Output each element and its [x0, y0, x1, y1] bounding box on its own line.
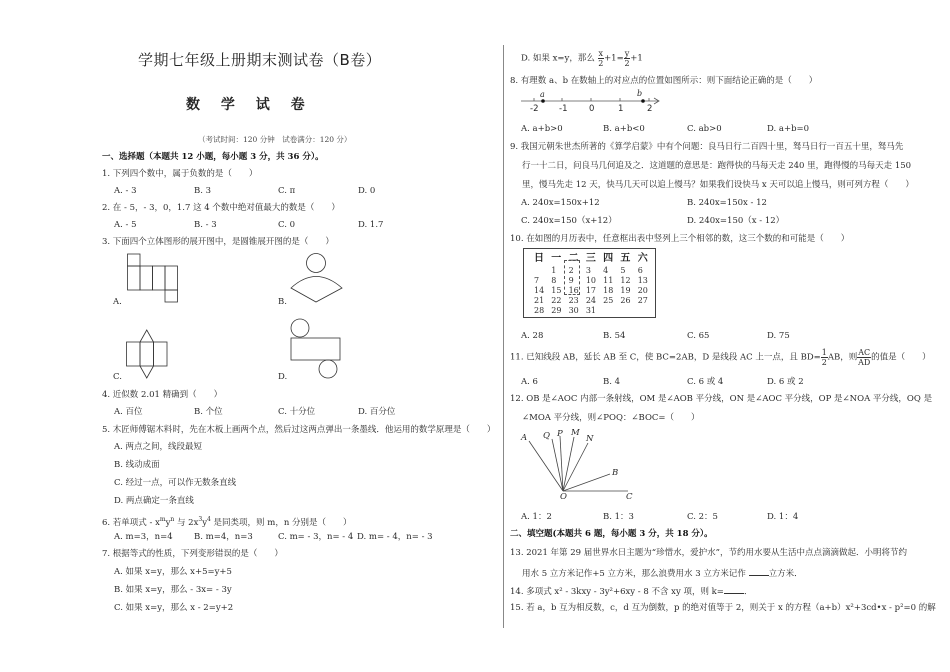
subject-title: 数 学 试 卷 — [186, 97, 313, 113]
q9-option-a: A. 240x=150x+12 — [521, 198, 600, 208]
q3-option-b: B. — [278, 297, 287, 307]
tick-0: 0 — [589, 104, 595, 114]
tick-2: 2 — [647, 104, 653, 114]
fraction-one-half: $\frac{1}{2}$ — [821, 348, 827, 367]
question-9-line-1: 9. 我国元朝朱世杰所著的《算学启蒙》中有个问题：良马日行二百四十里，驽马日行一百五十里，驽马先 — [510, 142, 904, 152]
question-12-line-1: 12. OB 是∠AOC 内部一条射线，OM 是∠AOB 平分线，ON 是∠AOC 平分线，OP 是∠NOA 平分线，OQ 是 — [510, 394, 933, 404]
q7-option-b: B. 如果 x=y，那么 - 3x= - 3y — [114, 585, 232, 595]
q6-option-b: B. m=4，n=3 — [194, 532, 253, 542]
ray-label-b: B — [612, 468, 619, 478]
q8-option-b: B. a+b<0 — [603, 124, 645, 134]
exam-info: （考试时间：120 分钟 试卷满分：120 分） — [198, 135, 352, 144]
question-9-line-3: 里，慢马先走 12 天，快马几天可以追上慢马？如果我们设快马 x 天可以追上慢马，则可列方程（ ） — [522, 180, 914, 190]
tick-neg1: -1 — [559, 104, 568, 114]
calendar-week-row: 21 22 23 24 25 26 27 — [534, 296, 648, 305]
q3-option-d: D. — [278, 372, 288, 382]
ray-label-q: Q — [543, 431, 550, 441]
q12-option-d: D. 1：4 — [767, 512, 799, 522]
q12-option-b: B. 1：3 — [603, 512, 634, 522]
q5-option-c: C. 经过一点，可以作无数条直线 — [114, 478, 237, 488]
q9-option-d: D. 240x=150（x - 12） — [687, 216, 785, 226]
question-9-line-2: 行一十二日，问良马几何追及之．这道题的意思是：跑得快的马每天走 240 里，跑得慢的马每天走 150 — [522, 161, 912, 171]
q8-option-a: A. a+b>0 — [521, 124, 563, 134]
label-a: a — [540, 90, 545, 99]
q3-option-a: A. — [113, 297, 122, 307]
question-6-stem: 6. 若单项式 - $x^my^n$ 与 $2x^3y^4$ 是同类项，则 m，n 分别是（ ） — [102, 516, 352, 528]
q4-option-a: A. 百位 — [114, 407, 143, 417]
ray-label-o: O — [560, 492, 567, 502]
q12-option-a: A. 1：2 — [521, 512, 552, 522]
q2-option-d: D. 1.7 — [358, 220, 384, 230]
q11-option-d: D. 6 或 2 — [767, 377, 804, 387]
q7-option-c: C. 如果 x=y，那么 x - 2=y+2 — [114, 603, 234, 613]
q12-option-c: C. 2：5 — [687, 512, 718, 522]
q2-option-c: C. 0 — [278, 220, 296, 230]
ray-label-m: M — [571, 428, 580, 438]
question-10-stem: 10. 在如图的月历表中，任意框出表中竖列上三个相邻的数，这三个数的和可能是（ ） — [510, 234, 850, 244]
question-3-stem: 3. 下面四个立体图形的展开图中，是圆锥展开图的是（ ） — [102, 237, 334, 247]
section-fill-in: 二、填空题(本题共 6 题，每小题 3 分，共 18 分）。 — [510, 529, 713, 539]
tick-1: 1 — [618, 104, 624, 114]
q4-option-b: B. 个位 — [194, 407, 223, 417]
q9-option-c: C. 240x=150（x+12） — [521, 216, 617, 226]
question-12-line-2: ∠MOA 平分线，则∠POQ：∠BOC=（ ） — [522, 413, 700, 423]
question-13-line-2: 用水 5 立方米记作+5 立方米，那么浪费用水 3 立方米记作 立方米． — [522, 569, 803, 579]
question-4-stem: 4. 近似数 2.01 精确到（ ） — [102, 390, 223, 400]
q10-option-d: D. 75 — [767, 331, 790, 341]
q6-option-c: C. m= - 3，n= - 4 — [278, 532, 354, 542]
question-5-stem: 5. 木匠师傅锯木料时，先在木板上画两个点，然后过这两点弹出一条墨线．他运用的数学原理是（ ） — [102, 425, 496, 435]
label-b: b — [637, 89, 643, 98]
question-7-stem: 7. 根据等式的性质，下列变形错误的是（ ） — [102, 549, 283, 559]
q5-option-b: B. 线动成面 — [114, 460, 160, 470]
ray-label-c: C — [626, 492, 633, 502]
ray-label-n: N — [586, 434, 594, 444]
question-2-stem: 2. 在 - 5，- 3，0，1.7 这 4 个数中绝对值最大的数是（ ） — [102, 203, 340, 213]
q3-option-c: C. — [113, 372, 122, 382]
q7-option-d: D. 如果 x=y，那么 $\frac{x}{2}$ +1= $\frac{y}{2}$ +1 — [521, 49, 643, 68]
section-multiple-choice: 一、选择题（本题共 12 小题，每小题 3 分，共 36 分）。 — [102, 152, 324, 162]
q10-option-c: C. 65 — [687, 331, 710, 341]
q5-option-a: A. 两点之间，线段最短 — [114, 442, 203, 452]
ray-label-p: P — [557, 429, 563, 439]
fraction-ac-over-ad: $\frac{AC}{AD}$ — [858, 348, 871, 367]
calendar-week-row: 7 8 9 10 11 12 13 — [534, 276, 648, 285]
q7-option-a: A. 如果 x=y，那么 x+5=y+5 — [114, 567, 232, 577]
answer-blank-13[interactable] — [749, 567, 769, 576]
fraction-y-over-2: $\frac{y}{2}$ — [624, 49, 630, 68]
question-11-stem: 11. 已知线段 AB，延长 AB 至 C，使 BC=2AB，D 是线段 AC 上一点，且 BD= $\frac{1}{2}$ AB，则 $\frac{AC}{AD}$ 的值是（ ） — [510, 348, 931, 367]
question-1-stem: 1. 下列四个数中，属于负数的是（ ） — [102, 169, 258, 179]
q11-option-c: C. 6 或 4 — [687, 377, 724, 387]
q9-option-b: B. 240x=150x - 12 — [687, 198, 767, 208]
q4-option-d: D. 百分位 — [358, 407, 396, 417]
question-14: 14. 多项式 x² - 3kxy - 3y²+6xy - 8 不含 xy 项，则 k= ． — [510, 587, 753, 597]
calendar-week-row: 28 29 30 31 — [534, 306, 597, 315]
question-8-stem: 8. 有理数 a、b 在数轴上的对应点的位置如图所示：则下面结论正确的是（ ） — [510, 76, 818, 86]
calendar-weekday-row: 日 一 二 三 四 五 六 — [534, 253, 648, 264]
question-15-line-1: 15. 若 a，b 互为相反数，c，d 互为倒数，p 的绝对值等于 2，则关于 x 的方程（a+b）x²+3cd•x - p²=0 的解 — [510, 603, 936, 613]
q8-option-c: C. ab>0 — [687, 124, 722, 134]
q11-option-b: B. 4 — [603, 377, 621, 387]
q5-option-d: D. 两点确定一条直线 — [114, 496, 194, 506]
q6-option-a: A. m=3，n=4 — [114, 532, 173, 542]
q1-option-c: C. π — [278, 186, 296, 196]
q4-option-c: C. 十分位 — [278, 407, 316, 417]
q2-option-b: B. - 3 — [194, 220, 217, 230]
q10-option-a: A. 28 — [521, 331, 544, 341]
q11-option-a: A. 6 — [521, 377, 538, 387]
answer-blank-14[interactable] — [724, 585, 744, 594]
fraction-x-over-2: $\frac{x}{2}$ — [598, 49, 604, 68]
q8-option-d: D. a+b=0 — [767, 124, 810, 134]
q1-option-d: D. 0 — [358, 186, 376, 196]
q2-option-a: A. - 5 — [114, 220, 137, 230]
calendar-week-row: 1 2 3 4 5 6 — [551, 266, 643, 275]
q1-option-b: B. 3 — [194, 186, 212, 196]
calendar-week-row: 14 15 16 17 18 19 20 — [534, 286, 648, 295]
q1-option-a: A. - 3 — [114, 186, 137, 196]
tick-neg2: -2 — [530, 104, 539, 114]
q10-option-b: B. 54 — [603, 331, 626, 341]
exam-title: 学期七年级上册期末测试卷（B卷） — [138, 51, 382, 69]
ray-label-a: A — [521, 433, 528, 443]
q6-option-d: D. m= - 4，n= - 3 — [357, 532, 433, 542]
question-13-line-1: 13. 2021 年第 29 届世界水日主题为“珍惜水，爱护水”，节约用水要从生活中点点滴滴做起．小明将节约 — [510, 548, 907, 558]
